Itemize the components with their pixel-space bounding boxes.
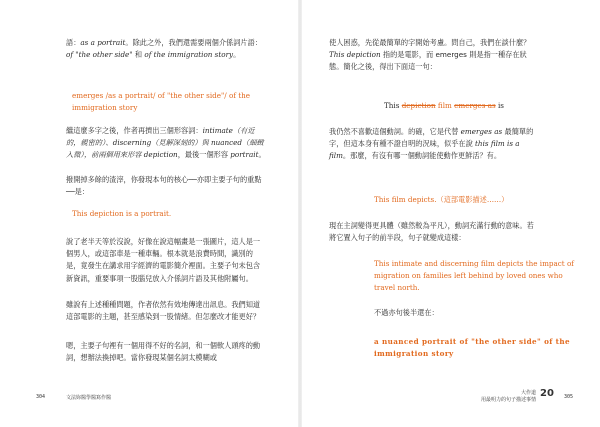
page-number-right: 305 [564,394,574,400]
example-sentence-4: This film depicts.（這部電影描述……） [374,195,509,204]
running-title-right-1: 大作道 [520,390,536,396]
page-number-left: 304 [36,394,46,400]
left-page [0,0,296,427]
right-page [304,0,600,427]
paragraph-r2: 我仍然不喜歡這個動詞。的確，它是代替 emerges as 最簡單的字，但這本身有種不證自明的況味，似乎在說 this film is a film。那麼，有沒有哪一個動詞能使動作更鮮活？有。 [329,127,534,161]
running-title-left: 文法妳醫學醫寫作醫 [66,395,112,401]
paragraph-1: 語：as a portrait。除此之外，我們還需要兩個介係詞片語：of "the other side" 和 of the immigration story。 [66,38,262,60]
paragraph-6: 嗯，主要子句裡有一個用得不好的名詞，和一個軟人頭疼的動詞，想辦法換掉吧。當你發現某個名詞太模糊或 [66,341,261,363]
paragraph-5: 雖說有上述種種問題，作者依然有效地傳達出訊息。我們知道這部電影的主題，甚至感染到一股情緒。但怎麼改才能更好？ [66,300,261,322]
example-sentence-6: a nuanced portrait of "the other side" of the immigration story [374,337,570,359]
paragraph-2: 繼這麼多字之後，作者再擠出三個形容詞：intimate（有近的，親密的）、discerning（見解深刻的）與 nuanced（細緻入微），前兩個用來形容 depiction，最後一個形容 portrait。 [66,126,266,160]
paragraph-r4: 不過亦句後半還在： [374,308,439,317]
paragraph-r1: 使人困惑，先從最簡單的字開始考慮。問自己，我們在談什麼？This depiction 指的是電影，而 emerges 則是指一種存在狀態。簡化之後，得出下面這一句： [329,38,531,72]
example-sentence-2: This depiction is a portrait. [72,209,172,218]
chapter-number-right: 20 [540,388,554,399]
paragraph-3: 撥開掉多餘的渣滓，你發現本句的核心──亦即主要子句的重點──是： [66,175,262,197]
example-sentence-3: This depiction film emerges as is [384,101,504,110]
book-gutter [298,0,302,427]
example-sentence-1: emerges /as a portrait/ of "the other side"/ of the immigration story [72,91,251,113]
paragraph-r3: 現在主詞變得更具體（雖然較為平凡），動詞充滿行動的意味。若將它置入句子的前半段，句子就變成這樣： [329,221,534,243]
example-sentence-5: This intimate and discerning film depicts the impact of migration on families left behind by loved ones who travel north. [374,259,574,293]
running-title-right-2: 用最明力的句子描述事情 [480,397,536,403]
paragraph-4: 說了老半天等於沒說，好像在說這幅畫是一張圖片，這人是一個男人，或這部車是一種車輛。根本就是浪費時間，識別的是，竟發生在講求用字經濟的電影簡介裡面。主要子句未包含新資訊，重要事項一股腦兒放入介係詞片語及其他附屬句。 [66,237,261,283]
